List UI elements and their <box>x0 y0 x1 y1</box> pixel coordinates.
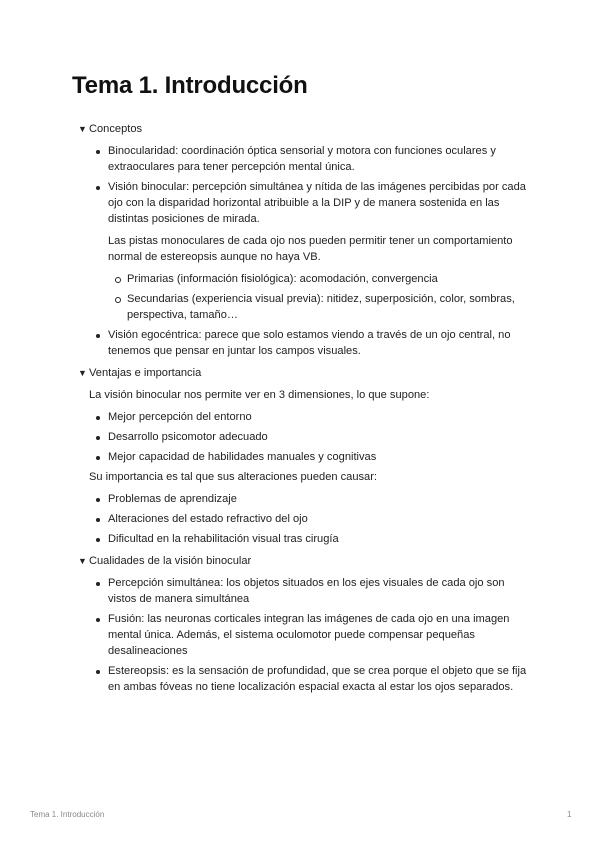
section-heading: Conceptos <box>89 123 143 135</box>
page-number: 1 <box>567 810 572 819</box>
toggle-header[interactable] <box>78 365 528 381</box>
list-item <box>89 491 528 507</box>
list-item-text: Fusión: las neuronas corticales integran las imágenes de cada ojo en una imagen mental única. Además, el sistema oculomotor puede compensar pequeñas desalineaciones <box>108 613 510 657</box>
list-item-text: Mejor percepción del entorno <box>108 411 252 423</box>
paragraph: La visión binocular nos permite ver en 3 dimensiones, lo que supone: <box>89 389 430 401</box>
triangle-down-icon[interactable]: ▼ <box>78 124 87 134</box>
nested-list-item <box>108 291 528 323</box>
list-item-text: Visión egocéntrica: parece que solo estamos viendo a través de un ojo central, no tenemos que pensar en juntar los campos visuales. <box>108 329 511 357</box>
page-title: Tema 1. Introducción <box>72 72 308 99</box>
toggle-ventajas[interactable] <box>78 365 528 547</box>
list-item <box>89 575 528 607</box>
triangle-down-icon[interactable]: ▼ <box>78 368 87 378</box>
list-item <box>89 511 528 527</box>
list-item-text: Binocularidad: coordinación óptica sensorial y motora con funciones oculares y extraoculares para tener percepción mental única. <box>108 145 496 173</box>
list-item <box>89 143 528 175</box>
list-item-text: Percepción simultánea: los objetos situados en los ejes visuales de cada ojo son vistos de manera simultánea <box>108 577 505 605</box>
list-item-text: Mejor capacidad de habilidades manuales y cognitivas <box>108 451 377 463</box>
toggle-header[interactable] <box>78 553 528 569</box>
list-item <box>89 327 528 359</box>
list-item <box>89 663 528 695</box>
paragraph: Su importancia es tal que sus alteraciones pueden causar: <box>89 471 377 483</box>
nested-paragraph: Las pistas monoculares de cada ojo nos pueden permitir tener un comportamiento normal de estereopsis aunque no haya VB. <box>108 235 513 263</box>
list-item <box>89 179 528 323</box>
section-heading: Ventajas e importancia <box>89 367 202 379</box>
triangle-down-icon[interactable]: ▼ <box>78 556 87 566</box>
list-item <box>89 611 528 659</box>
footer-title: Tema 1. Introducción <box>30 810 105 819</box>
list-item <box>89 429 528 445</box>
toggle-conceptos[interactable] <box>78 121 528 359</box>
list-item <box>89 531 528 547</box>
nested-list-item <box>108 271 528 287</box>
list-item <box>89 449 528 465</box>
document-content <box>78 121 528 701</box>
toggle-body <box>78 387 528 547</box>
list-item-text: Secundarias (experiencia visual previa): nitidez, superposición, color, sombras, perspectiva, tamaño… <box>127 293 515 321</box>
toggle-cualidades[interactable] <box>78 553 528 695</box>
list-item-text: Alteraciones del estado refractivo del ojo <box>108 513 308 525</box>
toggle-body <box>78 143 528 359</box>
toggle-header[interactable] <box>78 121 528 137</box>
toggle-body <box>78 575 528 695</box>
section-heading: Cualidades de la visión binocular <box>89 555 252 567</box>
list-item-text: Primarias (información fisiológica): acomodación, convergencia <box>127 273 438 285</box>
list-item-text: Desarrollo psicomotor adecuado <box>108 431 268 443</box>
list-item-text: Visión binocular: percepción simultánea y nítida de las imágenes percibidas por cada ojo con la disparidad horizontal atribuible a la DIP y de manera sostenida en las distintas posiciones de mirada. <box>108 181 526 225</box>
list-item-text: Problemas de aprendizaje <box>108 493 237 505</box>
nested-list <box>108 271 528 323</box>
list-item-text: Dificultad en la rehabilitación visual tras cirugía <box>108 533 339 545</box>
list-item <box>89 409 528 425</box>
list-item-text: Estereopsis: es la sensación de profundidad, que se crea porque el objeto que se fija en ambas fóveas no tiene localización espacial exacta al estar los ojos separados. <box>108 665 527 693</box>
